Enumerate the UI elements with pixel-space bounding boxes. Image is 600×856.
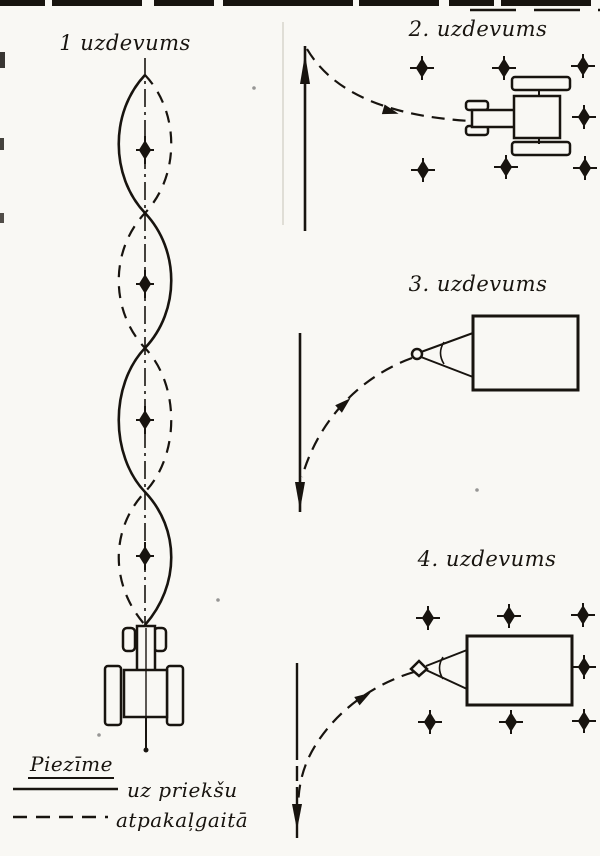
task-3-title: 3. uzdevums (408, 272, 548, 296)
task-4-title: 4. uzdevums (417, 547, 557, 571)
field-marker-cross (571, 603, 595, 627)
field-marker-cross (136, 136, 154, 164)
trailer-top-view (412, 316, 578, 390)
field-marker-cross (136, 406, 154, 434)
trailer-drawbar (426, 650, 467, 689)
field-marker-cross (573, 156, 597, 180)
up-arrowhead (300, 54, 310, 84)
field-marker-cross (572, 105, 596, 129)
field-marker-cross (572, 655, 596, 679)
field-marker-cross (492, 56, 516, 80)
trailer-drawbar (421, 333, 473, 377)
legend-label-reverse: atpakaļgaitā (116, 808, 249, 832)
hitch-eye (412, 349, 422, 359)
task-1-title: 1 uzdevums (59, 31, 191, 55)
legend-label-forward: uz priekšu (127, 778, 238, 802)
tractor-top-view (105, 626, 183, 725)
tractor-hood (472, 110, 516, 127)
field-marker-cross (411, 158, 435, 182)
scan-dot (216, 598, 220, 602)
field-marker-cross (136, 270, 154, 298)
scan-dot (97, 733, 101, 737)
scan-edge-speck (0, 52, 5, 68)
field-marker-cross (410, 56, 434, 80)
rear-wheel-bottom (512, 142, 570, 155)
field-marker-cross (416, 606, 440, 630)
hitch-eye (411, 661, 427, 676)
front-wheel-top (466, 101, 488, 110)
field-marker-cross (418, 710, 442, 734)
axis-end-blob (144, 748, 149, 753)
field-marker-cross (497, 604, 521, 628)
scan-edge-speck (0, 213, 4, 223)
reverse-curve-dashed (302, 358, 412, 477)
scan-dot (252, 86, 256, 90)
task-4-diagram (292, 547, 596, 838)
task-1-diagram (59, 31, 191, 753)
front-wheel-left (123, 628, 135, 651)
legend (13, 752, 248, 832)
down-arrowhead (295, 482, 305, 510)
rear-wheel-top (512, 77, 570, 90)
legend-title: Piezīme (30, 752, 113, 776)
trailer-top-view (411, 636, 572, 705)
field-marker-cross (572, 709, 596, 733)
reverse-curve-dashed (298, 672, 414, 812)
field-marker-cross (571, 54, 595, 78)
curve-direction-arrowhead (382, 105, 400, 119)
field-marker-cross (499, 710, 523, 734)
rear-wheel-left (105, 666, 121, 725)
tractor-top-view (466, 77, 570, 155)
task-2-title: 2. uzdevums (408, 17, 548, 41)
tractor-body (514, 96, 560, 138)
trailer-body (467, 636, 572, 705)
task-3-diagram (295, 272, 578, 512)
field-marker-cross (494, 155, 518, 179)
rear-wheel-right (167, 666, 183, 725)
scan-dot (475, 488, 479, 492)
task-2-diagram (300, 17, 597, 231)
trailer-body (473, 316, 578, 390)
field-marker-cross (136, 542, 154, 570)
scan-edge-speck (0, 138, 4, 150)
